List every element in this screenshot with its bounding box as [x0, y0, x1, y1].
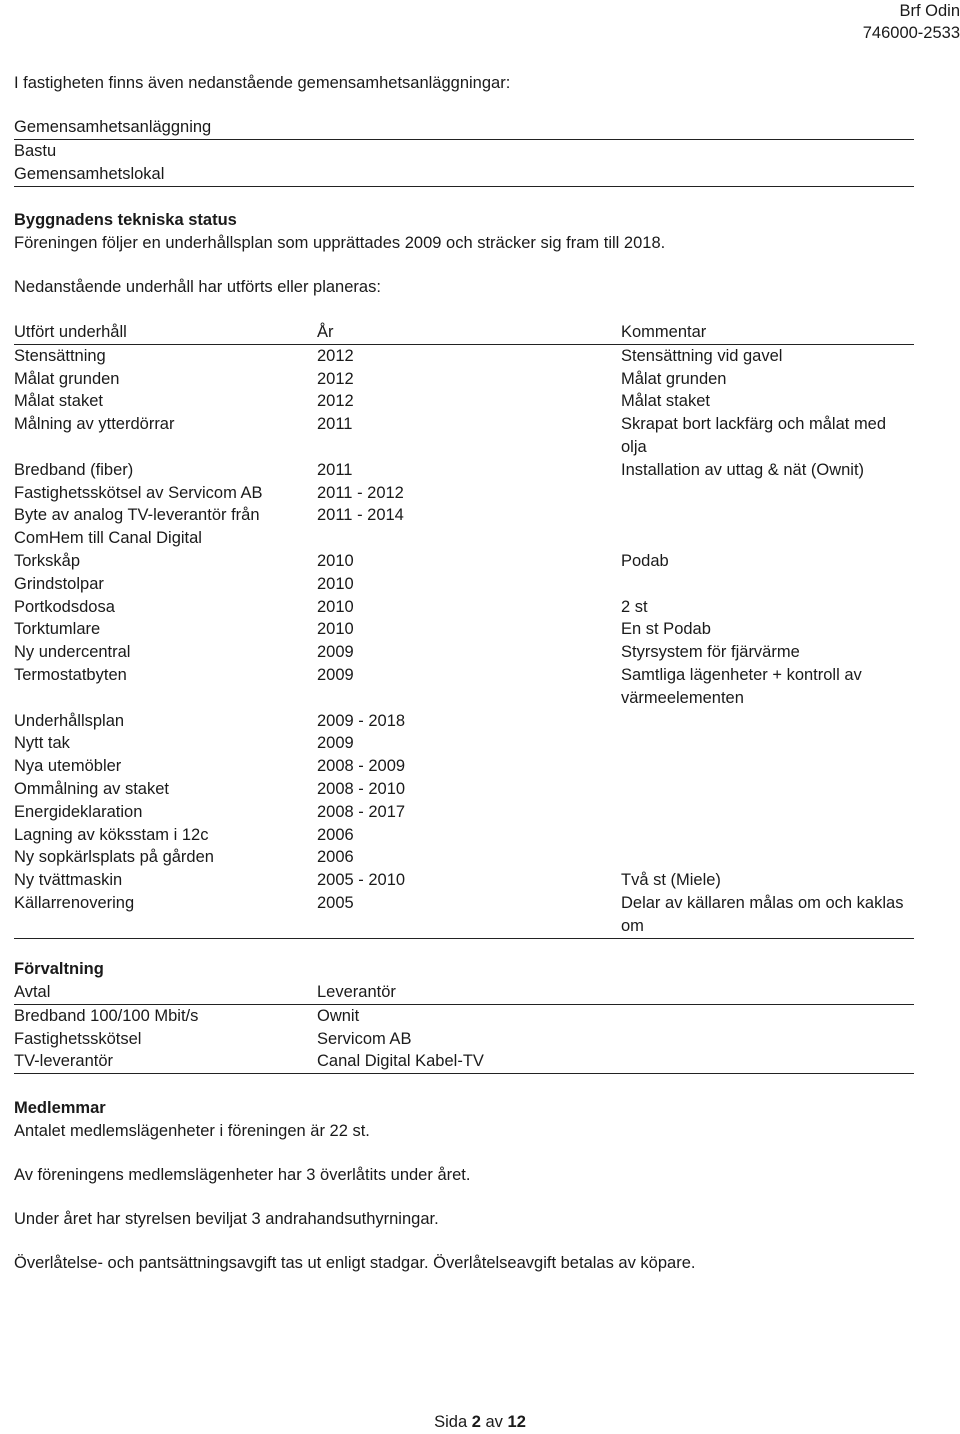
table-row — [14, 345, 914, 368]
table-cell: Målat staket — [621, 392, 710, 411]
section-title: Byggnadens tekniska status — [14, 211, 237, 229]
table-cell: Underhållsplan — [14, 711, 125, 730]
table-row — [14, 869, 914, 892]
table-cell: 2012 — [317, 346, 354, 365]
members-text: Antalet medlemslägenheter i föreningen är 22 st. — [14, 1122, 370, 1140]
table-cell — [621, 482, 914, 505]
table-cell: 2005 — [317, 893, 354, 912]
org-name: Brf Odin — [899, 2, 960, 20]
table-row — [14, 824, 914, 847]
table-cell: 2008 - 2017 — [317, 802, 406, 821]
table-cell: Portkodsdosa — [14, 597, 115, 616]
table-cell: Ny undercentral — [14, 643, 131, 662]
table-cell: 2011 - 2014 — [317, 506, 404, 525]
table-cell: 2006 — [317, 848, 354, 867]
table-cell: TV-leverantör — [14, 1052, 114, 1071]
table-row — [14, 618, 914, 641]
table-row — [14, 1050, 914, 1073]
table-row — [14, 596, 914, 619]
table-cell: En st Podab — [621, 620, 711, 639]
page-number: 2 — [471, 1413, 481, 1431]
technical-status-section — [14, 209, 914, 299]
column-header: Utfört underhåll — [14, 323, 127, 341]
facilities-section — [14, 116, 914, 187]
table-row — [14, 482, 914, 505]
table-row — [14, 641, 914, 664]
column-header: År — [317, 323, 334, 341]
table-row — [14, 504, 914, 550]
table-cell: Målat grunden — [14, 369, 120, 388]
members-text: Av föreningens medlemslägenheter har 3 överlåtits under året. — [14, 1166, 471, 1184]
table-cell: 2009 — [317, 734, 354, 753]
table-cell: Canal Digital Kabel-TV — [317, 1052, 484, 1071]
table-row — [14, 1028, 914, 1051]
table-body — [14, 345, 914, 939]
table-cell — [621, 710, 914, 733]
table-cell: Stensättning vid gavel — [621, 346, 783, 365]
table-cell — [621, 732, 914, 755]
table-cell: Fastighetsskötsel — [14, 1029, 142, 1048]
table-cell: 2009 — [317, 643, 354, 662]
table-cell: Fastighetsskötsel av Servicom AB — [14, 483, 263, 502]
table-cell — [621, 755, 914, 778]
table-cell: Ommålning av staket — [14, 779, 169, 798]
table-row — [14, 573, 914, 596]
column-header: Kommentar — [621, 323, 707, 341]
page-label: Sida — [434, 1413, 468, 1431]
table-row — [14, 778, 914, 801]
table-header-row — [14, 321, 914, 345]
table-row — [14, 368, 914, 391]
table-cell: Källarrenovering — [14, 893, 135, 912]
table-cell: Målat staket — [14, 392, 103, 411]
table-cell: 2010 — [317, 620, 354, 639]
table-cell: Samtliga lägenheter + kontroll av värmeelementen — [621, 665, 862, 707]
facilities-list — [14, 140, 914, 187]
table-cell — [621, 573, 914, 596]
table-cell: 2011 - 2012 — [317, 483, 404, 502]
table-cell: Torktumlare — [14, 620, 101, 639]
table-cell: Styrsystem för fjärvärme — [621, 643, 800, 662]
table-cell: Byte av analog TV-leverantör från ComHem till Canal Digital — [14, 506, 260, 548]
table-cell: Termostatbyten — [14, 665, 127, 684]
members-section — [14, 1097, 914, 1275]
facility-item: Gemensamhetslokal — [14, 165, 165, 183]
table-body — [14, 1005, 914, 1074]
table-cell: 2 st — [621, 597, 648, 616]
table-cell: Servicom AB — [317, 1029, 412, 1048]
table-cell: 2012 — [317, 369, 354, 388]
table-row — [14, 459, 914, 482]
table-cell: Två st (Miele) — [621, 871, 721, 890]
table-cell: Installation av uttag & nät (Ownit) — [621, 460, 865, 479]
table-cell: Ownit — [317, 1006, 360, 1025]
table-cell: Delar av källaren målas om och kaklas om — [621, 893, 904, 935]
column-header: Avtal — [14, 983, 51, 1001]
table-cell — [621, 846, 914, 869]
table-cell: Nytt tak — [14, 734, 70, 753]
table-cell: 2010 — [317, 574, 354, 593]
table-row — [14, 732, 914, 755]
table-row — [14, 801, 914, 824]
table-row — [14, 710, 914, 733]
table-cell: Målning av ytterdörrar — [14, 415, 175, 434]
table-cell: Skrapat bort lackfärg och målat med olja — [621, 415, 887, 456]
table-cell: 2010 — [317, 551, 354, 570]
table-cell: Torkskåp — [14, 551, 81, 570]
table-cell: Grindstolpar — [14, 574, 104, 593]
table-cell: Stensättning — [14, 346, 106, 365]
facilities-header: Gemensamhetsanläggning — [14, 116, 914, 140]
table-cell: Ny sopkärlsplats på gården — [14, 848, 214, 867]
table-cell: Podab — [621, 551, 669, 570]
table-cell: 2011 — [317, 460, 353, 479]
table-cell: 2006 — [317, 825, 354, 844]
table-cell: Bredband (fiber) — [14, 460, 134, 479]
table-cell: Lagning av köksstam i 12c — [14, 825, 209, 844]
facility-item: Bastu — [14, 142, 57, 160]
table-cell: Ny tvättmaskin — [14, 871, 123, 890]
table-cell: 2008 - 2010 — [317, 779, 406, 798]
table-cell: 2009 - 2018 — [317, 711, 406, 730]
table-row — [14, 390, 914, 413]
table-cell — [621, 778, 914, 801]
maintenance-table — [14, 321, 914, 939]
table-cell: 2010 — [317, 597, 354, 616]
page-total: 12 — [507, 1413, 526, 1431]
document-header — [863, 0, 960, 44]
members-text: Under året har styrelsen beviljat 3 andrahandsuthyrningar. — [14, 1210, 439, 1228]
table-row — [14, 846, 914, 869]
table-cell: 2008 - 2009 — [317, 757, 406, 776]
status-intro: Nedanstående underhåll har utförts eller planeras: — [14, 278, 381, 296]
table-cell: Energideklaration — [14, 802, 143, 821]
intro-text: I fastigheten finns även nedanstående gemensamhetsanläggningar: — [14, 74, 511, 92]
page-footer — [0, 1413, 960, 1432]
status-text: Föreningen följer en underhållsplan som upprättades 2009 och sträcker sig fram till 2018. — [14, 234, 666, 252]
table-cell: 2011 — [317, 415, 353, 434]
table-row — [14, 664, 914, 710]
section-title: Förvaltning — [14, 960, 104, 978]
table-cell: Bredband 100/100 Mbit/s — [14, 1006, 199, 1025]
table-cell: 2012 — [317, 392, 354, 411]
table-cell — [621, 824, 914, 847]
table-cell: 2005 - 2010 — [317, 871, 406, 890]
org-number: 746000-2533 — [862, 24, 960, 42]
table-header-row — [14, 981, 914, 1005]
table-cell — [621, 504, 914, 550]
table-cell: 2009 — [317, 665, 354, 684]
section-title: Medlemmar — [14, 1099, 106, 1117]
column-header: Leverantör — [317, 983, 396, 1001]
table-row — [14, 1005, 914, 1028]
table-row — [14, 892, 914, 938]
table-cell: Nya utemöbler — [14, 757, 122, 776]
table-row — [14, 550, 914, 573]
table-row — [14, 755, 914, 778]
management-section — [14, 958, 914, 1074]
members-text: Överlåtelse- och pantsättningsavgift tas ut enligt stadgar. Överlåtelseavgift betalas av köpare. — [14, 1254, 696, 1272]
page-of: av — [485, 1413, 503, 1431]
table-row — [14, 413, 914, 459]
table-cell: Målat grunden — [621, 369, 727, 388]
table-cell — [621, 801, 914, 824]
